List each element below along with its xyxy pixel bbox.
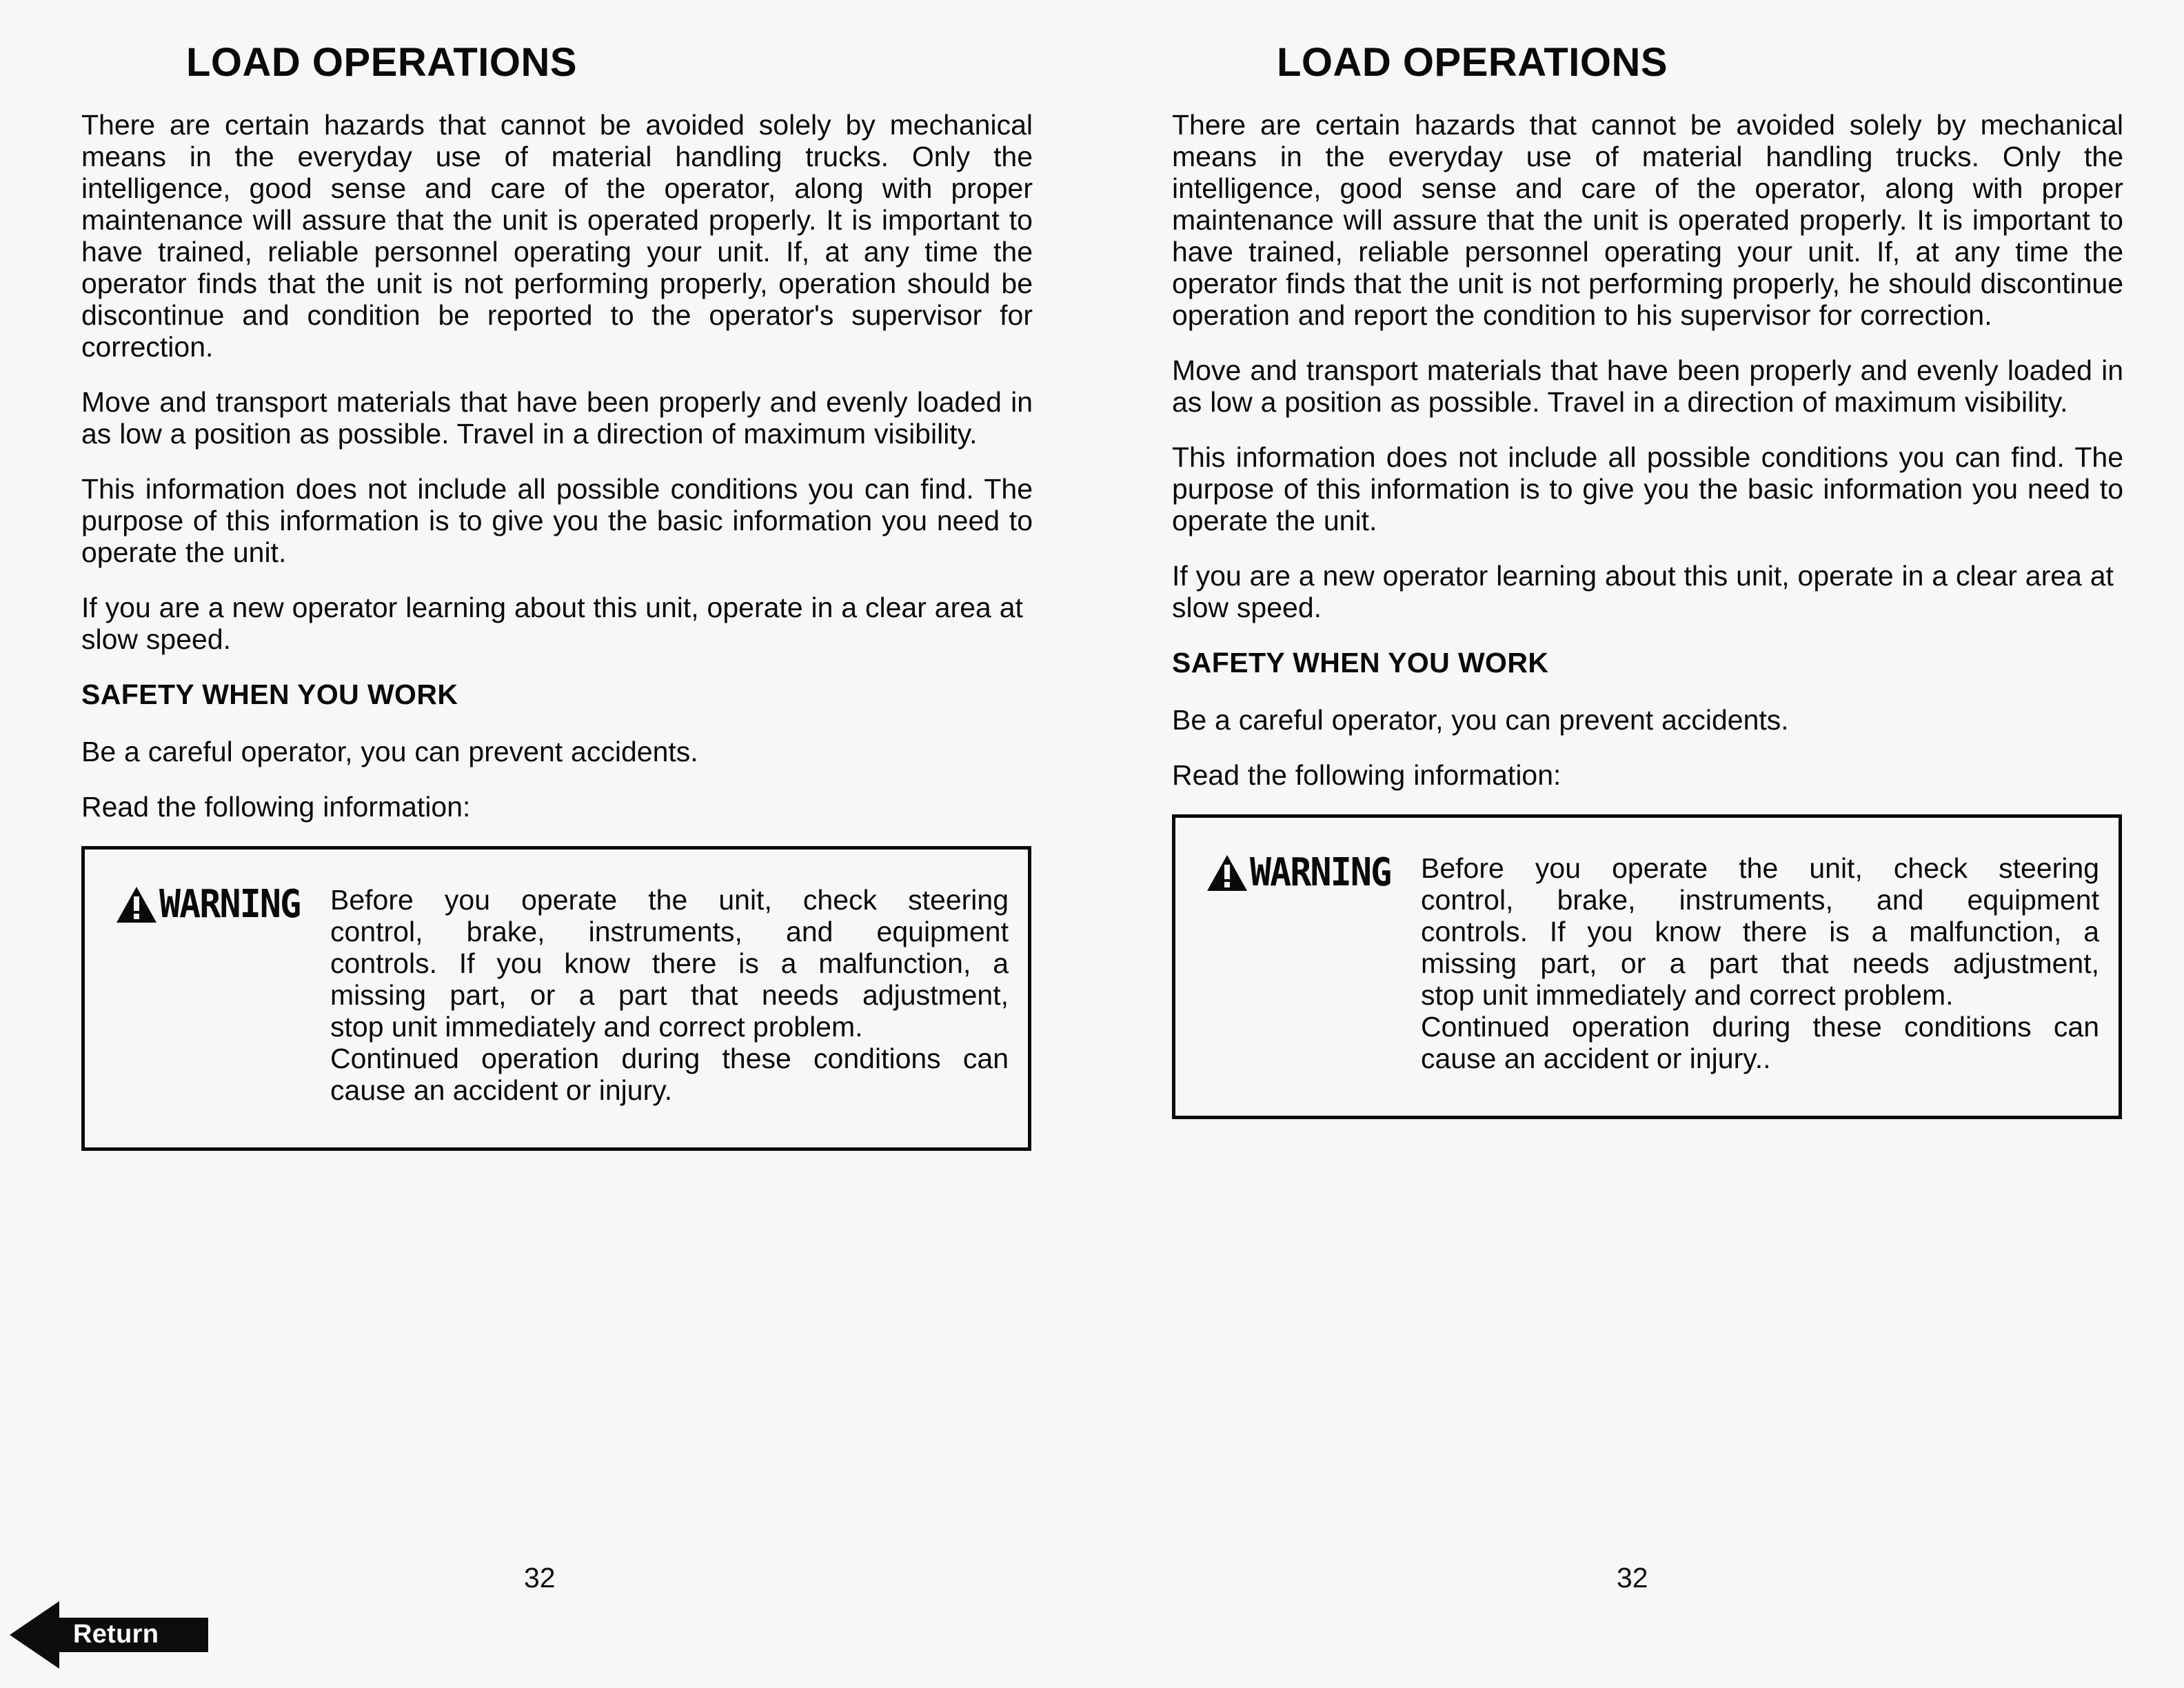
warning-line: Continued operation during these conditions can [1421, 1011, 2099, 1043]
warning-line: Before you operate the unit, check steering [1421, 852, 2099, 884]
warning-line: controls. If you know there is a malfunction, a [330, 947, 1009, 979]
warning-triangle-icon [115, 885, 158, 924]
section-heading-safety-when-you-work: SAFETY WHEN YOU WORK [81, 679, 458, 710]
page-title: LOAD OPERATIONS [186, 40, 578, 85]
paragraph-careful-operator: Be a careful operator, you can prevent accidents. [81, 736, 698, 767]
warning-line: Continued operation during these conditions can [330, 1043, 1009, 1074]
warning-line: cause an accident or injury. [330, 1074, 673, 1106]
return-button-label: Return [73, 1620, 159, 1649]
return-button[interactable] [10, 1601, 210, 1669]
paragraph-read-following: Read the following information: [1172, 759, 1561, 791]
warning-banner [85, 850, 312, 927]
paragraph-read-following: Read the following information: [81, 791, 471, 823]
warning-label: WARNING [1250, 850, 1391, 895]
warning-line: missing part, or a part that needs adjustment, [330, 979, 1009, 1011]
left-body [81, 109, 1033, 823]
right-page-column [1172, 0, 2123, 1688]
warning-label: WARNING [159, 882, 301, 927]
right-body [1172, 109, 2123, 791]
paragraph-move-transport: Move and transport materials that have been properly and evenly loaded in as low a position as possible. Travel in a direction of maximum visibility. [81, 386, 1033, 450]
warning-message [312, 850, 1028, 1106]
warning-line: cause an accident or injury.. [1421, 1043, 1771, 1074]
page-number-right: 32 [1617, 1562, 1648, 1594]
warning-triangle-icon [1206, 854, 1248, 892]
warning-line: stop unit immediately and correct problem. [1421, 979, 1954, 1011]
paragraph-new-operator: If you are a new operator learning about this unit, operate in a clear area at slow speed. [1172, 560, 2114, 623]
paragraph-hazards: There are certain hazards that cannot be avoided solely by mechanical means in the everyday use of material handling trucks. Only the intelligence, good sense and care of the operator, along with proper maintenance will assure that the unit is operated properly. It is important to have trained, reliable personnel operating your unit. If, at any time the operator finds that the unit is not performing properly, he should discontinue operation and report the condition to his supervisor for correction. [1172, 109, 2123, 331]
warning-line: controls. If you know there is a malfunction, a [1421, 916, 2099, 947]
page-number-left: 32 [524, 1562, 556, 1594]
warning-line: missing part, or a part that needs adjustment, [1421, 947, 2099, 979]
paragraph-hazards: There are certain hazards that cannot be avoided solely by mechanical means in the everyday use of material handling trucks. Only the intelligence, good sense and care of the operator, along with proper maintenance will assure that the unit is operated properly. It is important to have trained, reliable personnel operating your unit. If, at any time the operator finds that the unit is not performing properly, operation should be discontinue and condition be reported to the operator's supervisor for correction. [81, 109, 1033, 363]
paragraph-careful-operator: Be a careful operator, you can prevent accidents. [1172, 704, 1789, 736]
page-title: LOAD OPERATIONS [1277, 40, 1668, 85]
paragraph-move-transport: Move and transport materials that have been properly and evenly loaded in as low a position as possible. Travel in a direction of maximum visibility. [1172, 354, 2123, 418]
section-heading-safety-when-you-work: SAFETY WHEN YOU WORK [1172, 647, 1549, 679]
warning-box [1172, 814, 2122, 1119]
warning-line: control, brake, instruments, and equipment [330, 916, 1009, 947]
warning-line: Before you operate the unit, check steering [330, 884, 1009, 916]
paragraph-new-operator: If you are a new operator learning about this unit, operate in a clear area at slow speed. [81, 592, 1023, 655]
warning-line: control, brake, instruments, and equipment [1421, 884, 2099, 916]
left-page-column [81, 0, 1033, 1688]
left-arrow-icon[interactable] [10, 1601, 210, 1669]
warning-message [1403, 818, 2119, 1074]
warning-banner [1175, 818, 1403, 895]
paragraph-information-scope: This information does not include all possible conditions you can find. The purpose of this information is to give you the basic information you need to operate the unit. [81, 473, 1033, 568]
paragraph-information-scope: This information does not include all possible conditions you can find. The purpose of this information is to give you the basic information you need to operate the unit. [1172, 441, 2123, 536]
warning-box [81, 846, 1031, 1151]
warning-line: stop unit immediately and correct problem. [330, 1011, 863, 1043]
